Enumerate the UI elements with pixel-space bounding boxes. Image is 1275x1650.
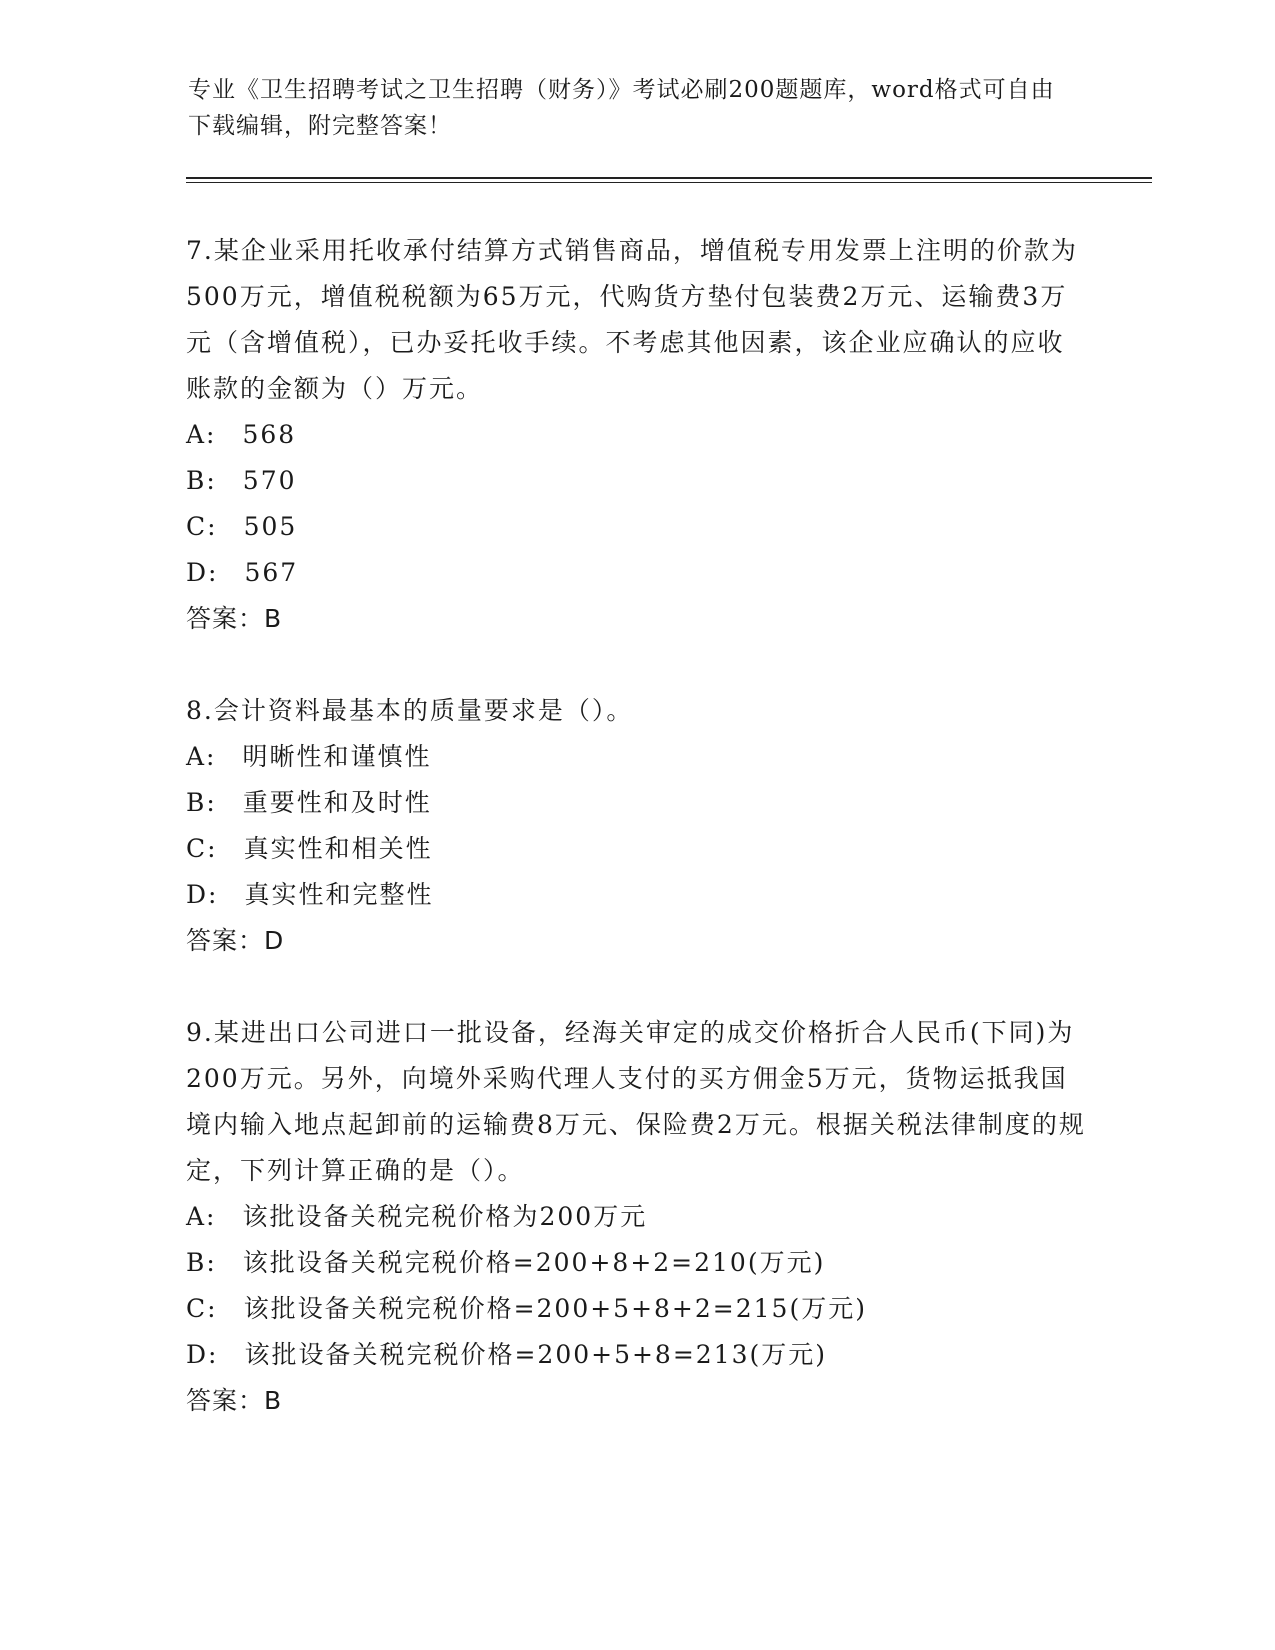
question-8 <box>186 688 1086 964</box>
answer-line: 答案：D <box>186 926 285 955</box>
option-text: 重要性和及时性 <box>242 788 432 817</box>
option-text: 505 <box>243 512 298 541</box>
option-letter: B: <box>186 788 217 817</box>
option-letter: C: <box>186 834 218 863</box>
option-letter: B: <box>186 1248 217 1277</box>
option-c <box>186 826 1086 872</box>
option-text: 明晰性和谨慎性 <box>242 742 432 771</box>
question-7 <box>186 228 1086 642</box>
option-text: 真实性和相关性 <box>243 834 433 863</box>
option-text: 570 <box>242 466 297 495</box>
option-b <box>186 1240 1086 1286</box>
answer-line: 答案：B <box>186 604 283 633</box>
option-letter: D: <box>186 880 219 909</box>
option-letter: A: <box>186 1202 217 1231</box>
option-letter: C: <box>186 1294 218 1323</box>
option-letter: A: <box>186 420 217 449</box>
option-d <box>186 550 1086 596</box>
header-rule-thick <box>186 177 1152 179</box>
option-text: 该批设备关税完税价格为200万元 <box>242 1202 648 1231</box>
question-stem: 9.某进出口公司进口一批设备，经海关审定的成交价格折合人民币(下同)为200万元。另外，向境外采购代理人支付的买方佣金5万元，货物运抵我国境内输入地点起卸前的运输费8万元、保险费2万元。根据关税法律制度的规定，下列计算正确的是（）。 <box>186 1018 1086 1185</box>
option-letter: A: <box>186 742 217 771</box>
option-letter: D: <box>186 558 219 587</box>
option-c <box>186 504 1086 550</box>
question-stem: 8.会计资料最基本的质量要求是（）。 <box>186 696 634 725</box>
document-header: 专业《卫生招聘考试之卫生招聘（财务）》考试必刷200题题库，word格式可自由下载编辑，附完整答案！ <box>188 77 1055 139</box>
option-letter: D: <box>186 1340 219 1369</box>
option-text: 该批设备关税完税价格=200+8+2=210(万元) <box>242 1248 826 1277</box>
question-stem: 7.某企业采用托收承付结算方式销售商品，增值税专用发票上注明的价款为500万元，增值税税额为65万元，代购货方垫付包装费2万元、运输费3万元（含增值税），已办妥托收手续。不考虑其他因素，该企业应确认的应收账款的金额为（）万元。 <box>186 236 1078 403</box>
option-a <box>186 734 1086 780</box>
option-a <box>186 1194 1086 1240</box>
header-rule-thin <box>186 182 1152 183</box>
option-text: 568 <box>242 420 297 449</box>
option-a <box>186 412 1086 458</box>
option-text: 真实性和完整性 <box>244 880 434 909</box>
option-letter: B: <box>186 466 217 495</box>
option-d <box>186 872 1086 918</box>
option-b <box>186 780 1086 826</box>
option-letter: C: <box>186 512 218 541</box>
option-text: 567 <box>244 558 299 587</box>
option-b <box>186 458 1086 504</box>
option-text: 该批设备关税完税价格=200+5+8=213(万元) <box>244 1340 828 1369</box>
answer-line: 答案：B <box>186 1386 283 1415</box>
option-c <box>186 1286 1086 1332</box>
option-text: 该批设备关税完税价格=200+5+8+2=215(万元) <box>243 1294 867 1323</box>
question-9 <box>186 1010 1086 1424</box>
option-d <box>186 1332 1086 1378</box>
